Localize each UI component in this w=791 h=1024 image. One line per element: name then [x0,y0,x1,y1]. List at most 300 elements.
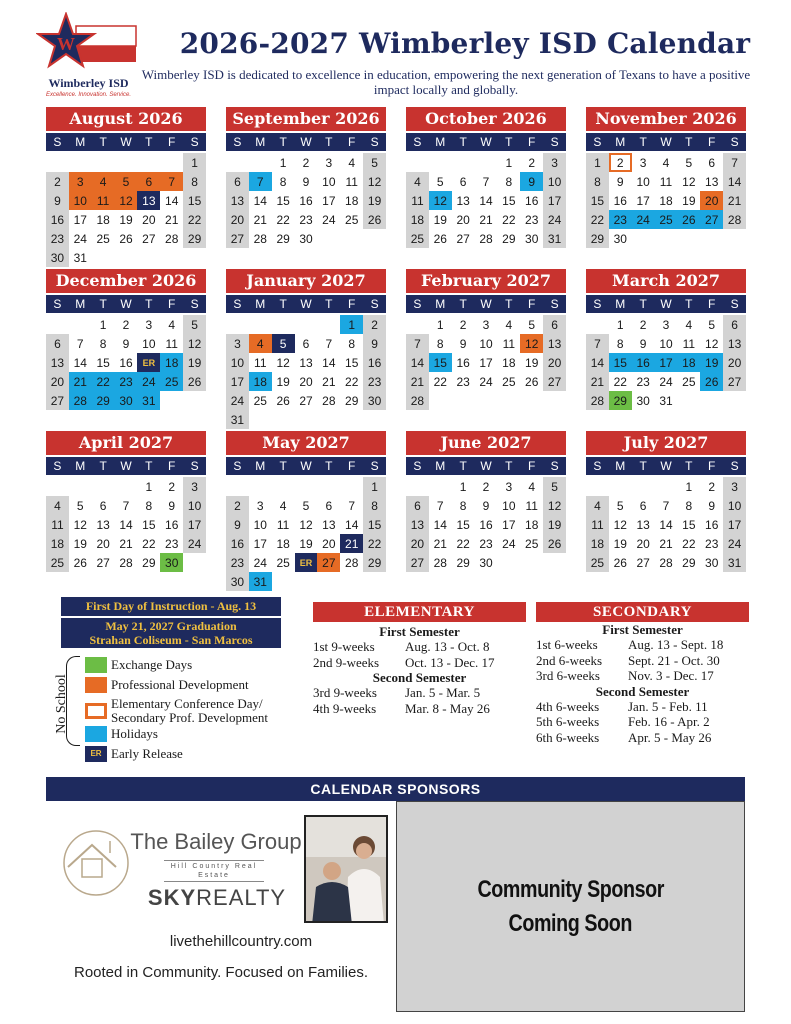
day-cell: 19 [682,193,696,208]
month-calendar [226,107,386,248]
day-cell: 13 [636,517,650,532]
weekday-label: F [348,135,356,149]
day-cell: 29 [345,393,359,408]
day-cell: 12 [299,517,313,532]
day-cell: 24 [632,210,655,229]
sky-realty-wordmark [142,885,292,911]
star-flag-icon [36,12,141,76]
day-cell: 15 [456,517,470,532]
day-cell: 14 [433,517,447,532]
first-day-banner: First Day of Instruction - Aug. 13 [61,597,281,616]
day-cell: 9 [122,336,130,351]
month-calendar [226,269,386,429]
day-cell: 13 [723,334,746,353]
logo-name: Wimberley ISD [48,76,129,90]
day-cell: 20 [406,534,429,553]
day-cell: 3 [69,172,92,191]
day-cell: 6 [639,498,647,513]
empty-day [249,477,272,496]
day-cell: 17 [723,515,746,534]
day-grid [46,477,206,572]
day-cell: 16 [705,517,719,532]
day-cell: 13 [226,191,249,210]
day-cell: 25 [96,231,110,246]
day-cell: 8 [505,174,513,189]
empty-day [317,315,340,334]
day-cell: 20 [226,210,249,229]
weekday-header [406,295,566,313]
weekday-label: T [685,297,693,311]
sponsor-tagline: Rooted in Community. Focused on Families. [73,964,368,981]
month-title: August 2026 [46,107,206,131]
day-cell: 15 [345,355,359,370]
day-cell: 16 [363,353,386,372]
weekday-label: S [53,297,62,311]
day-cell: 14 [586,353,609,372]
day-cell: 11 [525,498,538,513]
day-cell: 17 [322,193,336,208]
day-cell: 14 [322,355,336,370]
weekday-label: M [255,297,266,311]
day-cell: 24 [253,555,267,570]
day-cell: 27 [543,372,566,391]
day-cell: 5 [76,498,84,513]
day-cell: 4 [168,317,176,332]
day-cell: 9 [459,336,467,351]
day-cell: 19 [299,536,313,551]
day-cell: 1 [459,479,467,494]
day-cell: 11 [92,191,115,210]
weekday-label: W [300,297,312,311]
day-cell: 17 [73,212,87,227]
day-cell: 22 [433,374,447,389]
weekday-label: S [413,459,422,473]
day-cell: 6 [459,174,467,189]
day-cell: 6 [226,172,249,191]
empty-day [429,477,452,496]
day-cell: 5 [436,174,444,189]
day-cell: 30 [636,393,650,408]
day-cell: 24 [137,372,160,391]
weekday-label: M [615,135,626,149]
day-cell: ER [137,353,160,372]
day-grid [406,477,566,572]
month-calendar [46,269,206,410]
page-title: 2026-2027 Wimberley ISD Calendar [179,27,751,60]
day-cell: 30 [160,553,183,572]
weekday-label: W [480,459,492,473]
day-cell: 25 [46,553,69,572]
weekday-label: W [300,135,312,149]
weekday-label: T [325,297,333,311]
weekday-header [46,457,206,475]
empty-day [272,315,295,334]
day-cell: 3 [639,155,647,170]
day-cell: 30 [46,248,69,267]
empty-day [406,477,429,496]
day-cell: 22 [92,372,115,391]
day-cell: 13 [543,334,566,353]
day-cell: 21 [586,372,609,391]
elementary-row: 4th 9-weeks Mar. 8 - May 26 [313,700,490,716]
community-sponsor-line-1: Community Sponsor [477,875,664,903]
day-cell: 1 [183,153,206,172]
day-cell: 17 [183,515,206,534]
bailey-group-ad[interactable] [46,801,396,1012]
day-cell: 24 [183,534,206,553]
day-cell: 30 [705,555,719,570]
day-cell: 23 [165,536,179,551]
day-cell: 11 [502,336,516,351]
day-cell: 10 [723,496,746,515]
day-cell: 19 [183,353,206,372]
empty-day [295,477,318,496]
day-cell: 13 [705,174,719,189]
day-cell: 7 [76,336,84,351]
sky-bold: SKY [147,885,197,910]
weekday-label: S [730,135,739,149]
weekday-label: S [370,297,379,311]
day-cell: 4 [348,155,356,170]
day-cell: 16 [525,193,539,208]
weekday-label: S [593,297,602,311]
day-cell: 9 [168,498,176,513]
day-cell: 16 [613,193,627,208]
weekday-header [226,295,386,313]
day-cell: 2 [363,315,386,334]
elementary-title: ELEMENTARY [313,602,526,622]
day-cell: 13 [322,517,336,532]
legend-exchange-label: Exchange Days [111,657,193,672]
empty-day [46,315,69,334]
secondary-sem1: First Semester [602,622,683,637]
empty-day [69,153,92,172]
day-cell: 27 [96,555,110,570]
day-cell: 20 [46,372,69,391]
day-cell: 1 [279,155,287,170]
day-cell: 8 [459,498,467,513]
weekday-label: T [279,297,287,311]
weekday-header [586,295,746,313]
weekday-label: W [660,135,672,149]
empty-day [69,315,92,334]
day-cell: 4 [92,172,115,191]
day-cell: 2 [168,479,176,494]
day-cell: 27 [456,231,470,246]
day-cell: 8 [183,172,206,191]
exchange-swatch [85,657,107,673]
day-cell: 4 [406,172,429,191]
weekday-label: W [480,297,492,311]
empty-day [160,153,183,172]
day-cell: 2 [459,317,467,332]
day-cell: 22 [456,536,470,551]
day-cell: 24 [659,374,673,389]
day-cell: 5 [685,155,693,170]
day-cell: 18 [345,193,359,208]
weekday-label: W [120,297,132,311]
day-cell: 2 [609,153,632,172]
day-cell: 23 [479,536,493,551]
empty-day [137,153,160,172]
holiday-swatch [85,726,107,742]
sponsor-url[interactable]: livethehillcountry.com [169,933,313,950]
day-cell: 29 [183,229,206,248]
day-cell: 21 [340,534,363,553]
month-title: May 2027 [226,431,386,455]
day-cell: 10 [322,174,336,189]
day-cell: 18 [659,193,673,208]
day-cell: 5 [302,498,310,513]
month-calendar [406,431,566,572]
day-cell: 27 [299,393,313,408]
day-cell: 22 [682,536,696,551]
day-cell: 7 [325,336,333,351]
weekday-label: S [190,459,199,473]
day-cell: 14 [253,193,267,208]
day-cell: 1 [616,317,624,332]
day-cell: 26 [183,372,206,391]
day-cell: 11 [254,355,267,370]
day-cell: 30 [226,572,249,591]
legend-holidays-label: Holidays [111,726,158,741]
day-cell: 22 [502,212,516,227]
day-cell: 11 [586,515,609,534]
day-cell: 28 [69,391,92,410]
empty-day [249,153,272,172]
day-cell: 9 [482,498,490,513]
day-cell: 16 [479,517,493,532]
day-cell: 8 [436,336,444,351]
weekday-label: T [279,135,287,149]
day-cell: 20 [96,536,110,551]
empty-day [115,477,138,496]
day-cell: 28 [406,391,429,410]
day-cell: 21 [723,191,746,210]
empty-day [115,153,138,172]
day-cell: 17 [226,372,249,391]
day-cell: 16 [226,534,249,553]
svg-text:W: W [57,34,75,54]
day-cell: 18 [502,355,516,370]
day-cell: 4 [279,498,287,513]
legend-conf [85,697,268,725]
graduation-banner [61,618,281,648]
day-cell: 3 [505,479,513,494]
day-cell: 11 [276,517,290,532]
day-cell: 26 [433,231,447,246]
day-cell: 30 [525,231,539,246]
day-grid [406,315,566,410]
day-cell: 15 [142,517,156,532]
day-cell: 4 [662,155,670,170]
day-cell: 11 [345,174,358,189]
day-cell: 14 [119,517,133,532]
day-cell: 9 [46,191,69,210]
day-cell: 15 [363,515,386,534]
day-cell: 27 [317,553,340,572]
day-cell: 1 [340,315,363,334]
bailey-group-subtitle: Hill Country Real Estate [164,860,264,882]
month-title: June 2027 [406,431,566,455]
day-cell: 5 [363,153,386,172]
weekday-label: F [348,459,356,473]
day-cell: 17 [479,355,493,370]
day-cell: 23 [705,536,719,551]
weekday-label: T [145,297,153,311]
day-cell: 6 [325,498,333,513]
day-cell: 5 [115,172,138,191]
day-cell: 25 [345,212,359,227]
day-cell: 25 [525,536,539,551]
day-cell: 22 [613,374,627,389]
day-cell: 28 [479,231,493,246]
day-cell: 6 [708,155,716,170]
weekday-label: T [685,135,693,149]
day-cell: 27 [226,229,249,248]
day-cell: 28 [119,555,133,570]
day-cell: 24 [322,212,336,227]
day-cell: 3 [226,334,249,353]
secondary-title: SECONDARY [536,602,749,622]
weekday-label: S [550,297,559,311]
day-cell: 12 [705,336,719,351]
month-calendar [226,431,386,591]
day-cell: 21 [119,536,133,551]
empty-day [46,153,69,172]
day-cell: 23 [636,374,650,389]
weekday-label: S [730,297,739,311]
day-cell: 17 [636,193,650,208]
weekday-label: M [435,459,446,473]
day-cell: 28 [345,555,359,570]
empty-day [272,477,295,496]
day-cell: 12 [363,172,386,191]
legend-conf-line-1: Elementary Conference Day/ [111,696,263,711]
day-cell: 21 [253,212,267,227]
empty-day [92,153,115,172]
day-cell: 16 [119,355,133,370]
day-cell: 25 [160,372,183,391]
day-cell: 10 [543,172,566,191]
logo-tagline: Excellence. Innovation. Service. [45,92,132,98]
weekday-label: T [99,135,107,149]
day-cell: 19 [276,374,290,389]
day-cell: 9 [363,334,386,353]
day-cell: 18 [96,212,110,227]
day-cell: 21 [406,372,429,391]
day-cell: 4 [249,334,272,353]
day-cell: 7 [482,174,490,189]
weekday-label: F [168,297,176,311]
weekday-label: M [75,297,86,311]
day-cell: 13 [96,517,110,532]
empty-day [226,153,249,172]
day-cell: 6 [302,336,310,351]
elementary-schedule [313,602,526,716]
day-cell: 28 [586,391,609,410]
day-cell: 21 [433,536,447,551]
legend-holidays [85,726,158,742]
pd-swatch [85,677,107,693]
day-cell: 17 [253,536,267,551]
weekday-label: F [528,135,536,149]
day-cell: 28 [165,231,179,246]
day-cell: 15 [682,517,696,532]
month-title: July 2027 [586,431,746,455]
day-cell: 7 [406,334,429,353]
day-cell: 24 [73,231,87,246]
day-grid [46,315,206,410]
day-cell: 7 [348,498,356,513]
day-cell: 10 [69,191,92,210]
weekday-label: F [708,135,716,149]
day-cell: 1 [685,479,693,494]
day-cell: 14 [479,193,493,208]
day-cell: 15 [96,355,110,370]
day-cell: 30 [363,391,386,410]
empty-day [226,477,249,496]
weekday-label: W [660,459,672,473]
day-cell: 21 [659,536,673,551]
day-cell: 22 [142,536,156,551]
day-cell: 13 [137,191,160,210]
no-school-text: No School [54,674,69,734]
day-cell: 21 [69,372,92,391]
day-cell: 19 [700,353,723,372]
day-cell: 25 [276,555,290,570]
day-cell: 6 [99,498,107,513]
weekday-header [586,133,746,151]
weekday-label: S [593,459,602,473]
day-grid [586,477,746,572]
day-cell: 30 [613,231,627,246]
empty-day [632,477,655,496]
month-title: December 2026 [46,269,206,293]
day-cell: 8 [99,336,107,351]
day-cell: 23 [115,372,138,391]
day-cell: 31 [723,553,746,572]
day-cell: 23 [456,374,470,389]
empty-day [586,477,609,496]
month-calendar [406,107,566,248]
day-cell: 9 [302,174,310,189]
day-cell: 17 [502,517,516,532]
day-cell: 6 [137,172,160,191]
day-cell: 24 [502,536,516,551]
day-cell: 14 [165,193,179,208]
day-grid [226,315,386,429]
day-cell: 18 [525,517,539,532]
weekday-label: T [99,297,107,311]
day-grid [586,315,746,410]
day-cell: 3 [662,317,670,332]
weekday-header [226,457,386,475]
day-cell: 11 [406,191,429,210]
day-cell: 19 [433,212,447,227]
day-cell: 1 [145,479,153,494]
day-cell: 24 [226,391,249,410]
day-cell: 29 [586,229,609,248]
day-cell: 29 [142,555,156,570]
day-cell: 15 [276,193,290,208]
day-cell: 29 [276,231,290,246]
day-cell: 14 [345,517,359,532]
empty-day [406,315,429,334]
weekday-label: W [660,297,672,311]
day-cell: 20 [543,353,566,372]
month-title: November 2026 [586,107,746,131]
